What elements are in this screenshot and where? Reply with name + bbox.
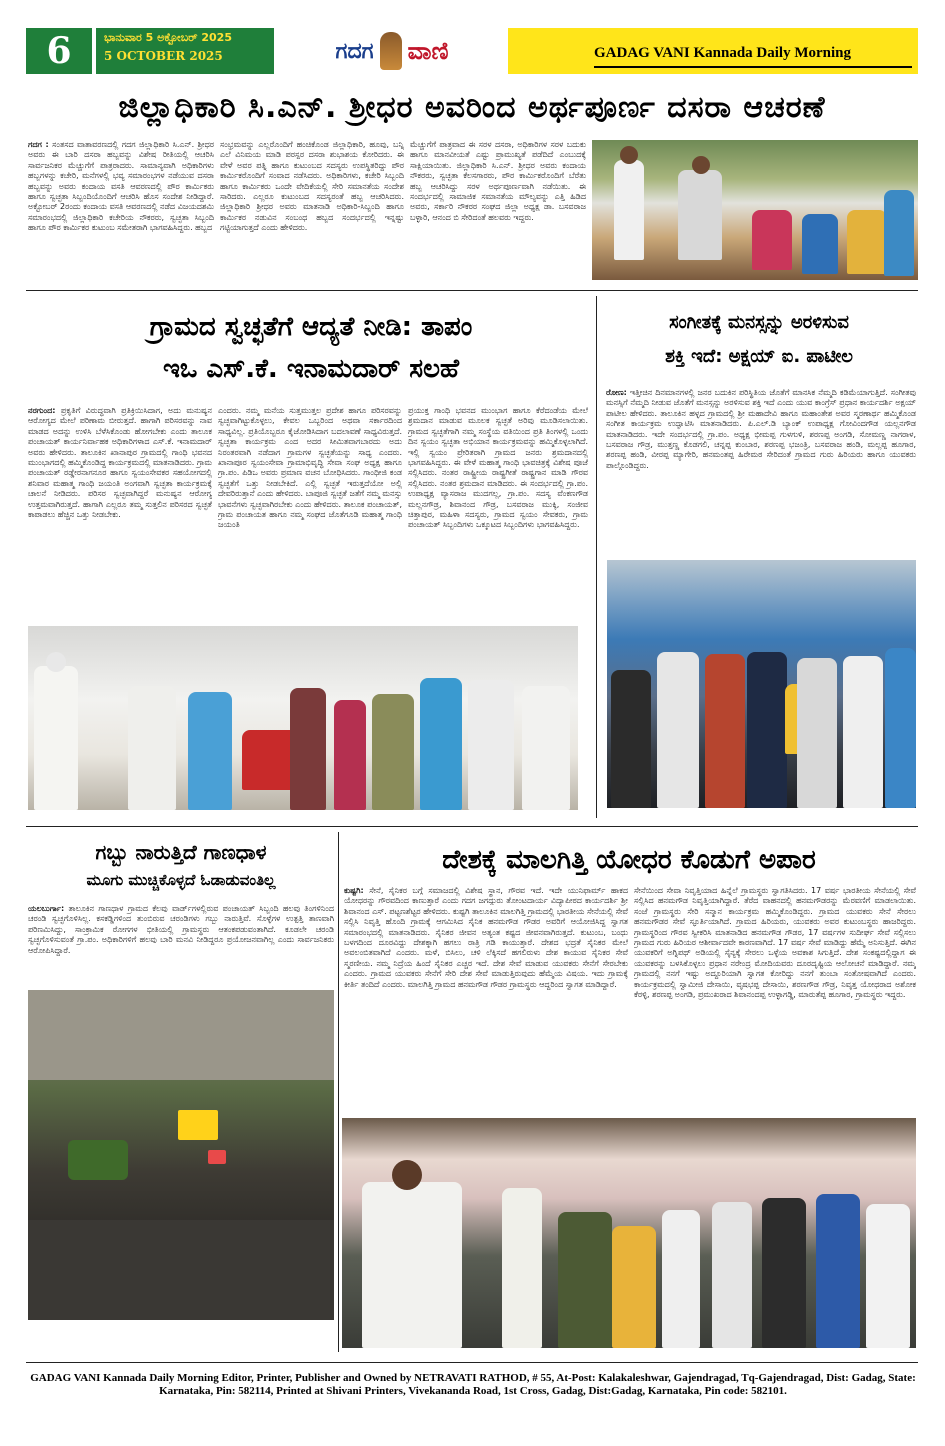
logo-figure-icon [380, 32, 402, 70]
article-3-headline-line-1: ಸಂಗೀತಕ್ಕೆ ಮನಸ್ಸನ್ನು ಅರಳಿಸುವ [669, 312, 849, 333]
article-2-dateline: ನರಗುಂದ: [28, 406, 56, 415]
article-3-headline [600, 306, 918, 382]
divider-vertical-2 [338, 832, 339, 1352]
article-2-headline-line-2: ಇಒ ಎಸ್.ಕೆ. ಇನಾಮದಾರ್ ಸಲಹೆ [162, 354, 460, 384]
article-1-dateline: ಗದಗ : [28, 140, 49, 149]
article-5-column-1 [344, 886, 628, 1110]
date-kannada: ಭಾನುವಾರ 5 ಅಕ್ಟೋಬರ್ 2025 [104, 31, 232, 44]
article-5-dateline: ಕುಷ್ಟಗಿ: [344, 886, 364, 895]
article-4-body [28, 904, 334, 980]
article-1-column-2 [220, 140, 404, 280]
page-header [26, 24, 918, 76]
article-5-column-2 [634, 886, 916, 1110]
article-1-text-1: ಸಂತಸದ ವಾತಾವರಣದಲ್ಲಿ ಗದಗ ಜಿಲ್ಲಾಧಿಕಾರಿ ಸಿ.ಎನ್. ಶ್ರೀಧರ ಅವರು ಈ ಬಾರಿ ದಸರಾ ಹಬ್ಬವನ್ನು ವಿಶೇಷ ರೀತಿಯಲ್ಲಿ ಆಚರಿಸಿ ಸಾರ್ವಜನಿಕರ ಮೆಚ್ಚುಗೆಗೆ ಪಾತ್ರರಾದರು. ಸಾಮಾನ್ಯವಾಗಿ ಅಧಿಕಾರಿಗಳು ಹಬ್ಬಗಳನ್ನು ಕಚೇರಿ, ಮನೆಗಳಲ್ಲಿ ಭವ್ಯ ಸಮಾರಂಭಗಳ ನಡೆಯುವ ದಸರಾ ಹಬ್ಬವನ್ನು ಅವರು ಕಂದಾಯ ವಸತಿ ಆವರಣದಲ್ಲಿ ಪೌರ ಕಾರ್ಮಿಕರು ಹಾಗೂ ಸ್ವಚ್ಛತಾ ಸಿಬ್ಬಂದಿಯೊಂದಿಗೆ ಆಚರಿಸಿ ಹೊಸ ಸಂದೇಶ ನೀಡಿದ್ದಾರೆ. ಅಕ್ಟೋಬರ್ 2ರಂದು ಕಂದಾಯ ವಸತಿ ಆವರಣದಲ್ಲಿ ನಡೆದ ವಿಜಯದಶಮಿ ಸಮಾರಂಭದಲ್ಲಿ ಜಿಲ್ಲಾಧಿಕಾರಿ ಕಚೇರಿಯ ನೌಕರರು, ಸ್ವಚ್ಛತಾ ಸಿಬ್ಬಂದಿ ಹಾಗೂ ಪೌರ ಕಾರ್ಮಿಕರ ಕುಟುಂಬ ಸಮೇತರಾಗಿ ಭಾಗವಹಿಸಿದ್ದರು. ಹಬ್ಬದ [28, 140, 214, 233]
date-box [96, 28, 274, 74]
article-3-headline-line-2: ಶಕ್ತಿ ಇದೆ: ಅಕ್ಷಯ್ ಐ. ಪಾಟೀಲ [665, 346, 853, 367]
divider-footer [26, 1362, 918, 1363]
masthead-banner [508, 28, 918, 74]
footer-line-1: GADAG VANI Kannada Daily Morning Editor, Printer, Publisher and Owned by NETRAVATI RATHOD, # 55, At-Post: Kalakaleshwar, Gajendragad, Tq-Gajendragad, Dist: Gadag, State: [30, 1372, 916, 1384]
article-1-text-3: ಮೆಚ್ಚುಗೆಗೆ ಪಾತ್ರವಾದ ಈ ಸರಳ ದಸರಾ, ಅಧಿಕಾರಿಗಳ ಸರಳ ಬದುಕು ಹಾಗೂ ಮಾನವೀಯತೆ ಎಷ್ಟು ಪ್ರಾಮುಖ್ಯತೆ ಪಡೆದಿದೆ ಎಂಬುದಕ್ಕೆ ಸಾಕ್ಷಿಯಾಯಿತು. ಜಿಲ್ಲಾಧಿಕಾರಿ ಸಿ.ಎನ್. ಶ್ರೀಧರ ಅವರು ಕಂದಾಯ ನೌಕರರು, ಸ್ವಚ್ಛತಾ ಕೆಲಸಗಾರರು, ಪೌರ ಕಾರ್ಮಿಕರೊಂದಿಗೆ ಬೆರೆತು ಹಬ್ಬ ಆಚರಿಸಿದ್ದು ಸರಳ ಅರ್ಥಪೂರ್ಣವಾಗಿ ನಡೆಯಿತು. ಈ ಸಂದರ್ಭದಲ್ಲಿ ಸಾಮಾಜಿಕ ಸಮಾನತೆಯ ಮೌಲ್ಯವನ್ನು ಎತ್ತಿ ಹಿಡಿದ ಅವರು, ಸರ್ಕಾರಿ ನೌಕರರ ಸಂಘದ ಜಿಲ್ಲಾ ಅಧ್ಯಕ್ಷ ಡಾ. ಬಸವರಾಜ ಬಳ್ಳಾರಿ, ಆನಂದ ಬಿ ಸೇರಿದಂತೆ ಹಲವರು ಇದ್ದರು. [410, 140, 586, 222]
article-3-dateline: ರೋಣ: [606, 388, 627, 397]
article-3-text: ಇತ್ತೀಚಿನ ದಿನಮಾನಗಳಲ್ಲಿ ಜನರ ಬದುಕಿನ ಪರಿಸ್ಥಿತಿಯ ಜೊತೆಗೆ ಮಾನಸಿಕ ನೆಮ್ಮದಿ ಕಡಿಮೆಯಾಗುತ್ತಿದೆ. ಸಂಗೀತವು ಮನಸ್ಸಿಗೆ ನೆಮ್ಮದಿ ನೀಡುವ ಜೊತೆಗೆ ಮನಸ್ಸನ್ನು ಅರಳಿಸುವ ಶಕ್ತಿ ಇದೆ ಎಂದು ಯುವ ಕಾಂಗ್ರೆಸ್ ಪ್ರಧಾನ ಕಾರ್ಯದರ್ಶಿ ಅಕ್ಷಯ್ ಪಾಟೀಲ ಹೇಳಿದರು. ತಾಲೂಕಿನ ಹಳ್ಳದ ಗ್ರಾಮದಲ್ಲಿ ಶ್ರೀ ಮಹಾದೇವಿ ಹಾಗೂ ಮಹಾಂತೇಶ ಅವರ ಸ್ಮರಣಾರ್ಥ ಹಮ್ಮಿಕೊಂಡ ಸಂಗೀತ ಕಾರ್ಯಕ್ರಮ ಉದ್ಘಾಟಿಸಿ ಮಾತನಾಡಿದರು. ಪಿ.ಎಲ್.ಡಿ ಬ್ಯಾಂಕ್ ಉಪಾಧ್ಯಕ್ಷ ಗೋವಿಂದಗೌಡ ಯಲ್ಲನಗೌಡ ಮಾತನಾಡಿದರು. ಇದೇ ಸಂದರ್ಭದಲ್ಲಿ ಗ್ರಾ.ಪಂ. ಅಧ್ಯಕ್ಷ ಭೀಮಪ್ಪ ಗುಳಗುಳಿ, ಶರಣಪ್ಪ ಅಂಗಡಿ, ಸೋಮಣ್ಣ ನಾಗರಾಳ, ಬಸವರಾಜ ಗೌಡ್ರ, ಮುತ್ತಣ್ಣ ಕೊಡಗಲಿ, ಚನ್ನಪ್ಪ ಕುಂಬಾರ, ಶರಣಪ್ಪ ಭಜಂತ್ರಿ, ಬಸವರಾಜ ಹಂಡಿ, ಮಲ್ಲಪ್ಪ ಹೂಗಾರ, ಶರಣಪ್ಪ ಹಂಡಿ, ವೀರಪ್ಪ ಮ್ಯಾಗೇರಿ, ಹನಮಂತಪ್ಪ ಹಿರೇಮಠ ಸೇರಿದಂತೆ ಗ್ರಾಮದ ಗುರು ಹಿರಿಯರು ಹಾಗೂ ಯುವಕರು ಪಾಲ್ಗೊಂಡಿದ್ದರು. [606, 388, 916, 470]
article-2-text-2: ಎಂದರು. ನಮ್ಮ ಮನೆಯ ಸುತ್ತಮುತ್ತಲ ಪ್ರದೇಶ ಹಾಗೂ ಪರಿಸರವನ್ನು ಸ್ವಚ್ಛವಾಗಿಟ್ಟುಕೊಳ್ಳಲು, ಕೇವಲ ಒಬ್ಬರಿಂದ ಅಥವಾ ಸರ್ಕಾರದಿಂದ ಸಾಧ್ಯವಿಲ್ಲ. ಪ್ರತಿಯೊಬ್ಬರೂ ಕೈಜೋಡಿಸಿದಾಗ ಬದಲಾವಣೆ ಸಾಧ್ಯವಿರುತ್ತದೆ. ಸ್ವಚ್ಛತಾ ಕಾರ್ಯಕ್ರಮ ಎಂದ ಅದರ ಸೀಮಿತವಾಗಬಾರದು ಅದು ನಿರಂತರವಾಗಿ ನಡೆದಾಗ ಗ್ರಾಮಗಳ ಸ್ವಚ್ಛತೆಯನ್ನು ಸಾಧ್ಯ ಎಂದರು. ಖಾನಾಪೂರ ಸ್ವಯಂಸೇವಾ ಗ್ರಾಮಾಭಿವೃದ್ಧಿ ಸೇವಾ ಸಂಘ ಅಧ್ಯಕ್ಷ ಹಾಗೂ ಗ್ರಾ.ಪಂ. ಪಿಡಿಒ ಅವರು ಪ್ರಮಾಣ ವಚನ ಬೋಧಿಸಿದರು. ಗಾಂಧೀಜಿ ಕಂಡ ಸ್ವಚ್ಛತೆಗೆ ಒತ್ತು ನೀಡಬೇಕಿದೆ. ಎಲ್ಲಿ ಸ್ವಚ್ಛತೆ ಇರುತ್ತದೆಯೋ ಅಲ್ಲಿ ದೇವರಿರುತ್ತಾನೆ ಎಂದು ಹೇಳಿದರು. ಬಾಪೂಜಿ ಸ್ವಚ್ಛತೆ ಜತೆಗೆ ನಮ್ಮ ಮನಸ್ಸು ಭಾವನೆಗಳು ಸ್ವಚ್ಛವಾಗಿರಬೇಕು ಎಂದು ಹೇಳಿದರು. ತಾಲೂಕ ಪಂಚಾಯತ್, ಗ್ರಾಮ ಪಂಚಾಯತ ಹಾಗೂ ನಮ್ಮ ಸಂಘದ ಜೊತೆಗೂಡಿ ಮಹಾತ್ಮ ಗಾಂಧಿ ಜಯಂತಿ [218, 406, 402, 530]
article-5-text-2: ಸೇನೆಯಿಂದ ಸೇವಾ ನಿವೃತ್ತಿಯಾದ ಹಿನ್ನೆಲೆ ಗ್ರಾಮಸ್ಥರು ಸ್ವಾಗತಿಸಿದರು. 17 ವರ್ಷ ಭಾರತೀಯ ಸೇನೆಯಲ್ಲಿ ಸೇವೆ ಸಲ್ಲಿಸಿದ ಹನಮಗೌಡ ನಿವೃತ್ತಿಯಾಗಿದ್ದಾರೆ. ತೆರೆದ ವಾಹನದಲ್ಲಿ ಹನಮಗೌಡರನ್ನು ಮೆರವಣಿಗೆ ಮಾಡಲಾಯಿತು. ಸಂಜೆ ಗ್ರಾಮಸ್ಥರು ಸೇರಿ ಸನ್ಮಾನ ಕಾರ್ಯಕ್ರಮ ಹಮ್ಮಿಕೊಂಡಿದ್ದರು. ಗ್ರಾಮದ ಯುವಕರು ಸೇನೆ ಸೇರಲು ಹನಮಗೌಡರ ಸೇವೆ ಸ್ಫೂರ್ತಿಯಾಗಿದೆ. ಗ್ರಾಮದ ಹಿರಿಯರು, ಯುವಕರು ಅವರ ಕುಟುಂಬಸ್ಥರು ಹಾಜರಿದ್ದರು. ಗ್ರಾಮಸ್ಥರಿಂದ ಗೌರವ ಸ್ವೀಕರಿಸಿ ಮಾತನಾಡಿದ ಹನಮಗೌಡ ಗೌಡರ, 17 ವರ್ಷಗಳ ಸುದೀರ್ಘ ಸೇವೆ ಸಲ್ಲಿಸಲು ಗ್ರಾಮದ ಗುರು ಹಿರಿಯರ ಆಶೀರ್ವಾದವೇ ಕಾರಣವಾಗಿದೆ. 17 ವರ್ಷ ಸೇವೆ ಮಾಡಿದ್ದು ಹೆಮ್ಮೆ ಅನಿಸುತ್ತಿದೆ. ಈಗಿನ ಯುವಕರಿಗೆ ಅಗ್ನಿಪಥ್ ಅಡಿಯಲ್ಲಿ ಸೈನ್ಯಕ್ಕೆ ಸೇರಲು ಒಳ್ಳೆಯ ಅವಕಾಶ ಸಿಗುತ್ತಿದೆ. ದೇಶ ಸಂಕಷ್ಟದಲ್ಲಿದ್ದಾಗ ಈ ಯುವಕರನ್ನು ಬಳಸಿಕೊಳ್ಳಲು ಪ್ರಧಾನ ನರೇಂದ್ರ ಮೋದಿಯವರು ದೂರದೃಷ್ಟಿಯ ಆಲೋಚನೆ ಮಾಡಿದ್ದಾರೆ. ನಮ್ಮ ಗ್ರಾಮದಲ್ಲಿ ನನಗೆ ಇಷ್ಟು ಅದ್ದೂರಿಯಾಗಿ ಸ್ವಾಗತ ಕೋರಿದ್ದು ನನಗೆ ತುಂಬಾ ಸಂತೋಷವಾಗಿದೆ ಎಂದರು. ಕಾರ್ಯಕ್ರಮದಲ್ಲಿ ಸ್ವಾಮೀಜಿ ದೇಸಾಯಿ, ವೃಷಭಪ್ಪ ದೇಸಾಯಿ, ಶರಣಗೌಡ ಗೌಡ್ರ, ನಿವೃತ್ತ ಯೋಧರಾದ ಅಶೋಕ ಕೆರಳ್ಳಿ, ಶರಣಪ್ಪ ಅಂಗಡಿ, ಪ್ರಮುಖರಾದ ಶಿವಾನಂದಪ್ಪ ಉಳ್ಳಾಗಡ್ಡಿ, ಮಾರುತೆಪ್ಪ ಹೂಗಾರ, ಗ್ರಾಮಸ್ಥರು ಇದ್ದರು. [634, 886, 916, 1000]
divider-1 [26, 290, 918, 291]
logo-text-gadag: ಗದಗ [335, 38, 374, 64]
article-2-column-1 [28, 406, 212, 618]
article-2-photo [28, 626, 578, 810]
article-2-text-3: ಪ್ರಯುಕ್ತ ಗಾಂಧಿ ಭವನದ ಮುಂಭಾಗ ಹಾಗೂ ಕೆರೆದಂಡೆಯ ಮೇಲೆ ಶ್ರಮದಾನ ಮಾಡುವ ಮೂಲಕ ಸ್ವಚ್ಛತೆ ಅರಿವು ಮೂಡಿಸಲಾಯಿತು. ಗ್ರಾಮದ ಸ್ವಚ್ಛತೆಗಾಗಿ ನಮ್ಮ ಸಂಸ್ಥೆಯ ವತಿಯಿಂದ ಪ್ರತಿ ತಿಂಗಳಲ್ಲಿ ಒಂದು ದಿನ ಸ್ವಯಂ ಸ್ವಚ್ಛತಾ ಅಭಿಯಾನ ಕಾರ್ಯಕ್ರಮವನ್ನು ಹಮ್ಮಿಕೊಳ್ಳಲಾಗಿದೆ. ಇಲ್ಲಿ ಸ್ವಯಂ ಪ್ರೇರಿತರಾಗಿ ಗ್ರಾಮದ ಜನರು ಶ್ರಮದಾನದಲ್ಲಿ ಭಾಗವಹಿಸಿದ್ದರು. ಈ ವೇಳೆ ಮಹಾತ್ಮ ಗಾಂಧಿ ಭಾವಚಿತ್ರಕ್ಕೆ ವಿಶೇಷ ಪೂಜೆ ಸಲ್ಲಿಸಿದರು. ನಂತರ ರಾಷ್ಟ್ರೀಯ ರಾಷ್ಟ್ರಗೀತೆ ರಾಷ್ಟ್ರಗಾನ ಮಾಡಿ ಗೌರವ ಸಲ್ಲಿಸಿದರು. ನಂತರ ಶ್ರಮದಾನ ಮಾಡಿದರು. ಈ ಸಂದರ್ಭದಲ್ಲಿ ಗ್ರಾ.ಪಂ. ಉಪಾಧ್ಯಕ್ಷ ವ್ಯಾಸರಾಜ ಮುದಗಲ್ಲ, ಗ್ರಾ.ಪಂ. ಸದಸ್ಯ ವೆಂಕಣಗೌಡ ಮಲ್ಲನಗೌಡ್ರ, ಶಿವಾನಂದ ಗೌಡ್ರ, ಬಸವರಾಜ ಮುಕ್ಕಿ, ಸಂಜೀವ ಚಿತ್ತಾಪುರ, ಮಹಿಳಾ ಸದಸ್ಯರು, ಗ್ರಾಮದ ಸ್ವಯಂ ಸೇವಕರು, ಗ್ರಾಮ ಪಂಚಾಯತ್ ಸಿಬ್ಬಂದಿಗಳು ಒಕ್ಕೂಟದ ಸಿಬ್ಬಂದಿಗಳು ಭಾಗವಹಿಸಿದ್ದರು. [408, 406, 588, 530]
article-1-column-3 [410, 140, 586, 280]
article-4-photo [28, 990, 334, 1320]
article-3-body [606, 388, 916, 550]
article-2-headline-line-1: ಗ್ರಾಮದ ಸ್ವಚ್ಛತೆಗೆ ಆದ್ಯತೆ ನೀಡಿ: ತಾಪಂ [149, 312, 473, 342]
footer-line-2: Karnataka, Pin: 582114, Printed at Shivani Printers, Vivekananda Road, 1st Cross, Gadag, Dist:Gadag, Karnataka, Pin code: 582101. [159, 1385, 787, 1397]
masthead-underline [594, 66, 912, 68]
article-5-text-1: ಸೇನೆ, ಸೈನಿಕರ ಬಗ್ಗೆ ಸಮಾಜದಲ್ಲಿ ವಿಶೇಷ ಸ್ಥಾನ, ಗೌರವ ಇದೆ. ಇದೇ ಯುನಿಫಾರ್ಮ್ ಹಾಕದ ಯೋಧರನ್ನು ಗೌರವದಿಂದ ಕಾಣುತ್ತಾರೆ ಎಂದು ಗದಗ ಜಗದ್ಗುರು ತೋಂಟದಾರ್ಯ ವಿದ್ಯಾಪೀಠದ ಕಾರ್ಯದರ್ಶಿ ಶ್ರೀ ಶಿವಾನಂದ ಎಸ್. ಪಟ್ಟಣಶೆಟ್ಟರ ಹೇಳಿದರು. ಕುಷ್ಟಗಿ ತಾಲೂಕಿನ ಮಾಲಗಿತ್ತಿ ಗ್ರಾಮದಲ್ಲಿ ಭಾರತೀಯ ಸೇನೆಯಲ್ಲಿ ಸೇವೆ ಸಲ್ಲಿಸಿ ನಿವೃತ್ತಿ ಹೊಂದಿ ಗ್ರಾಮಕ್ಕೆ ಆಗಮಿಸಿದ ಸೈನಿಕ ಹನಮಗೌಡ ಗೌಡರ ಅವರಿಗೆ ಆಯೋಜಿಸಿದ್ದ ಸ್ವಾಗತ ಸಮಾರಂಭದಲ್ಲಿ ಮಾತನಾಡಿದರು. ಸೈನಿಕರ ಜೀವನ ಅತ್ಯಂತ ಕಷ್ಟದ ಜೀವನವಾಗಿರುತ್ತದೆ. ಕುಟುಂಬ, ಬಂಧು ಬಳಗದಿಂದ ದೂರವಿದ್ದು ದೇಶಕ್ಕಾಗಿ ಹಗಲು ರಾತ್ರಿ ಗಡಿ ಕಾಯುತ್ತಾರೆ. ದೇಶದ ಭದ್ರತೆ ಸೈನಿಕರ ಮೇಲೆ ಅವಲಂಬಿತವಾಗಿದೆ ಎಂದರು. ಮಳೆ, ಬಿಸಿಲು, ಚಳಿ ಲೆಕ್ಕಿಸದೆ ಹಗಲಿರುಳು ದೇಶ ಕಾಯುವ ಸೈನಿಕರ ಸೇವೆ ಸ್ಮರಣೀಯ. ನಮ್ಮ ನಿದ್ರೆಯ ಹಿಂದೆ ಸೈನಿಕರ ಎಚ್ಚರ ಇದೆ. ದೇಶ ಸೇವೆ ಮಾಡುವ ಯುವಕರು ಸೇನೆಗೆ ಸೇರಬೇಕು ಎಂದರು. ಗ್ರಾಮದ ಯುವಕರು ಸೇನೆಗೆ ಸೇರಿ ದೇಶ ಸೇವೆ ಮಾಡುತ್ತಿರುವುದು ಹೆಮ್ಮೆಯ ವಿಷಯ. ಇದು ಗ್ರಾಮಕ್ಕೆ ಕೀರ್ತಿ ತಂದಿದೆ ಎಂದರು. ಮಾಲಗಿತ್ತಿ ಗ್ರಾಮದ ಹನಮಗೌಡ ಗೌಡರ ಗ್ರಾಮಸ್ಥರು ಆದ್ದರಿಂದ ಸ್ವಾಗತ ಮಾಡಿದ್ದಾರೆ. [344, 886, 628, 989]
article-5-headline: ದೇಶಕ್ಕೆ ಮಾಲಗಿತ್ತಿ ಯೋಧರ ಕೊಡುಗೆ ಅಪಾರ [442, 845, 816, 875]
date-english: 5 OCTOBER 2025 [104, 49, 223, 63]
article-4-dateline: ಯಲಬುರ್ಗಾ: [28, 904, 65, 913]
article-1-text-2: ಸಂಭ್ರಮವನ್ನು ಎಲ್ಲರೊಂದಿಗೆ ಹಂಚಿಕೊಂಡ ಜಿಲ್ಲಾಧಿಕಾರಿ, ಹೂವು, ಬನ್ನಿ ಎಲೆ ವಿನಿಮಯ ಮಾಡಿ ಪರಸ್ಪರ ದಸರಾ ಶುಭಾಶಯ ಕೋರಿದರು. ಈ ವೇಳೆ ಅವರ ಪತ್ನಿ ಹಾಗೂ ಕುಟುಂಬದ ಸದಸ್ಯರು ಉಪಸ್ಥಿತರಿದ್ದು ಪೌರ ಕಾರ್ಮಿಕರೊಂದಿಗೆ ಸಂವಾದ ನಡೆಸಿದರು. ಅಧಿಕಾರಿಗಳು, ಕಚೇರಿ ಸಿಬ್ಬಂದಿ ಹಾಗೂ ಕಾರ್ಮಿಕರು ಒಂದೇ ವೇದಿಕೆಯಲ್ಲಿ ಸೇರಿ ಸಮಾನತೆಯ ಸಂದೇಶ ಸಾರಿದರು. ಎಲ್ಲರೂ ಕುಟುಂಬದ ಸದಸ್ಯರಂತೆ ಹಬ್ಬ ಆಚರಿಸಿದರು. ಜಿಲ್ಲಾಧಿಕಾರಿ ಶ್ರೀಧರ ಅವರು ಮಾತನಾಡಿ ಅಧಿಕಾರಿ-ಸಿಬ್ಬಂದಿ ಹಾಗೂ ಕಾರ್ಮಿಕರ ನಡುವಿನ ಸಂಬಂಧ ಹಬ್ಬದ ಸಂದರ್ಭದಲ್ಲಿ ಇನ್ನಷ್ಟು ಗಟ್ಟಿಯಾಗುತ್ತದೆ ಎಂದು ಹೇಳಿದರು. [220, 140, 404, 233]
article-2-headline [26, 306, 596, 398]
article-2-column-2 [218, 406, 402, 618]
article-1-headline: ಜಿಲ್ಲಾಧಿಕಾರಿ ಸಿ.ಎನ್. ಶ್ರೀಧರ ಅವರಿಂದ ಅರ್ಥಪೂರ್ಣ ದಸರಾ ಆಚರಣೆ [118, 90, 826, 125]
article-4-headline-line-2: ಮೂಗು ಮುಚ್ಚಿಕೊಳ್ಳದೆ ಓಡಾಡುವಂತಿಲ್ಲ [86, 871, 276, 889]
article-4-headline-line-1: ಗಬ್ಬು ನಾರುತ್ತಿದೆ ಗಾಣಧಾಳ [95, 840, 267, 864]
article-2-column-3 [408, 406, 588, 618]
article-3-photo [607, 560, 916, 808]
logo-text-vani: ವಾಣಿ [407, 37, 449, 65]
masthead-title: GADAG VANI Kannada Daily Morning [594, 45, 851, 61]
divider-2 [26, 826, 918, 827]
article-5-photo [342, 1118, 916, 1348]
article-1-column-1 [28, 140, 214, 280]
page-number: 6 [26, 28, 92, 74]
newspaper-logo [278, 28, 506, 74]
divider-vertical-1 [596, 296, 597, 818]
article-4-headline [26, 838, 336, 898]
imprint-footer [28, 1372, 918, 1416]
article-1-photo [592, 140, 918, 280]
article-2-text-1: ಪ್ರಕೃತಿಗೆ ವಿರುದ್ಧವಾಗಿ ಪ್ರತಿಕ್ರಿಯಿಸಿದಾಗ, ಅದು ಮನುಷ್ಯನ ಆರೋಗ್ಯದ ಮೇಲೆ ಪರಿಣಾಮ ಬೀರುತ್ತದೆ. ಹಾಗಾಗಿ ಪರಿಸರವನ್ನು ನಾವ ಮಾಡದ ಅದನ್ನು ಉಳಿಸಿ ಬೆಳೆಸಿಕೊಂಡು ಹೋಗಬೇಕು ಎಂದು ತಾಲೂಕ ಪಂಚಾಯತ್ ಕಾರ್ಯನಿರ್ವಾಹಕ ಅಧಿಕಾರಿಗಳಾದ ಎಸ್.ಕೆ. ಇನಾಮದಾರ್ ಅವರು ಹೇಳಿದರು. ತಾಲೂಕಿನ ಖಾನಾಪುರ ಗ್ರಾಮದಲ್ಲಿ ಗಾಂಧಿ ಭವನದ ಮುಂಭಾಗದಲ್ಲಿ ಹಮ್ಮಿಕೊಂಡಿದ್ದ ಕಾರ್ಯಕ್ರಮದಲ್ಲಿ ಮಾತನಾಡಿದರು. ಗ್ರಾಮ ಪಂಚಾಯತ್ ರಡ್ಡೇರನಾಗನೂರ ಹಾಗೂ ಸ್ವಯಂಸೇವಕರ ಸಹಯೋಗದಲ್ಲಿ ಶನಿವಾರ ಮಹಾತ್ಮ ಗಾಂಧಿ ಜಯಂತಿ ಅಂಗವಾಗಿ ಸ್ವಚ್ಛತಾ ಕಾರ್ಯಕ್ರಮಕ್ಕೆ ಚಾಲನೆ ನೀಡಿದರು. ಪರಿಸರ ಸ್ವಚ್ಛವಾಗಿದ್ದರೆ ಮನುಷ್ಯನ ಆರೋಗ್ಯ ಉತ್ತಮವಾಗಿರುತ್ತದೆ. ಹಾಗಾಗಿ ಎಲ್ಲರೂ ತಮ್ಮ ಸುತ್ತಲಿನ ಪರಿಸರದ ಸ್ವಚ್ಛತೆ ಕಾಪಾಡಲು ಹೆಚ್ಚಿನ ಒತ್ತು ನೀಡಬೇಕು. [28, 406, 212, 520]
article-4-text: ತಾಲೂಕಿನ ಗಾಣಧಾಳ ಗ್ರಾಮದ ಕೆಲವು ವಾರ್ಡ್‌ಗಳಲ್ಲಿರುವ ಪಂಚಾಯತ್ ಸಿಬ್ಬಂದಿ ಹಲವು ತಿಂಗಳಿನಿಂದ ಚರಂಡಿ ಸ್ವಚ್ಛಗೊಳಿಸಿಲ್ಲ. ಕಸಕಡ್ಡಿಗಳಿಂದ ತುಂಬಿರುವ ಚರಂಡಿಗಳು ಗಬ್ಬು ನಾರುತ್ತಿವೆ. ಸೊಳ್ಳೆಗಳ ಉತ್ಪತ್ತಿ ತಾಣವಾಗಿ ಪರಿಣಮಿಸಿದ್ದು, ಸಾಂಕ್ರಾಮಿಕ ರೋಗಗಳ ಭೀತಿಯಲ್ಲಿ ಗ್ರಾಮಸ್ಥರು ಆತಂಕಪಡುವಂತಾಗಿದೆ. ಕೂಡಲೇ ಚರಂಡಿ ಸ್ವಚ್ಛಗೊಳಿಸುವಂತೆ ಗ್ರಾ.ಪಂ. ಅಧಿಕಾರಿಗಳಿಗೆ ಹಲವು ಬಾರಿ ಮನವಿ ನೀಡಿದ್ದರೂ ಪ್ರಯೋಜನವಾಗಿಲ್ಲ ಎಂದು ಸಾರ್ವಜನಿಕರು ಆರೋಪಿಸಿದ್ದಾರೆ. [28, 904, 334, 955]
